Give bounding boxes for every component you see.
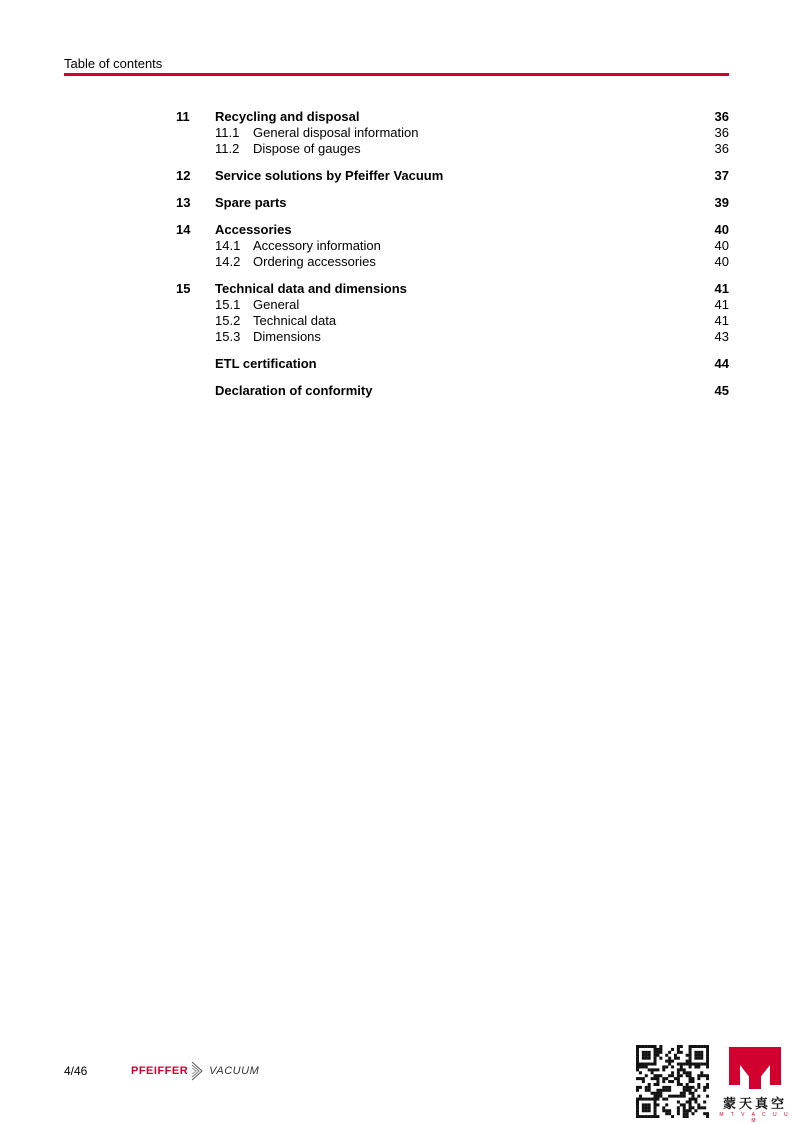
toc-chapter-number: 13 [176, 195, 191, 210]
page-header-title: Table of contents [64, 56, 163, 71]
toc-section-page: 36 [714, 141, 729, 156]
toc-section-page: 40 [714, 238, 729, 253]
brand-suffix: VACUUM [209, 1065, 260, 1077]
toc-entry [176, 356, 729, 372]
pfeiffer-vacuum-logo [131, 1060, 259, 1082]
toc-section-title: Dispose of gauges [253, 141, 361, 156]
table-of-contents [176, 109, 729, 410]
toc-section-row[interactable] [176, 238, 729, 254]
toc-section-number: 11.2 [215, 141, 240, 156]
toc-chapter-number: 14 [176, 222, 191, 237]
toc-section-number: 14.2 [215, 254, 241, 269]
toc-section-number: 11.1 [215, 125, 240, 140]
toc-section-page: 40 [714, 254, 729, 269]
toc-chapter-page: 37 [714, 168, 729, 183]
toc-section-page: 43 [714, 329, 729, 344]
toc-chapter-title: Accessories [215, 222, 292, 237]
toc-chapter-page: 39 [714, 195, 729, 210]
toc-chapter-number: 12 [176, 168, 191, 183]
toc-chapter-row[interactable] [176, 222, 729, 238]
toc-chapter-row[interactable] [176, 281, 729, 297]
brand-swoosh-icon [191, 1060, 205, 1082]
toc-entry [176, 222, 729, 270]
toc-chapter-title: ETL certification [215, 356, 317, 371]
toc-section-row[interactable] [176, 254, 729, 270]
toc-entry [176, 383, 729, 399]
toc-chapter-page: 36 [714, 109, 729, 124]
toc-chapter-title: Service solutions by Pfeiffer Vacuum [215, 168, 444, 183]
toc-entry [176, 195, 729, 211]
toc-section-row[interactable] [176, 125, 729, 141]
toc-section-number: 14.1 [215, 238, 241, 253]
toc-entry [176, 281, 729, 345]
toc-chapter-row[interactable] [176, 383, 729, 399]
toc-section-number: 15.2 [215, 313, 241, 328]
toc-section-row[interactable] [176, 329, 729, 345]
toc-chapter-page: 44 [714, 356, 729, 371]
toc-section-page: 41 [714, 313, 729, 328]
toc-section-title: Ordering accessories [253, 254, 376, 269]
toc-chapter-number: 11 [176, 109, 190, 124]
toc-chapter-title: Spare parts [215, 195, 287, 210]
header-divider [64, 73, 729, 76]
qr-code-icon [636, 1045, 709, 1118]
toc-section-number: 15.3 [215, 329, 241, 344]
toc-chapter-title: Recycling and disposal [215, 109, 360, 124]
toc-chapter-page: 40 [714, 222, 729, 237]
toc-section-row[interactable] [176, 297, 729, 313]
toc-section-page: 41 [714, 297, 729, 312]
brand-name: PFEIFFER [131, 1065, 189, 1077]
toc-chapter-row[interactable] [176, 109, 729, 125]
toc-chapter-title: Technical data and dimensions [215, 281, 407, 296]
toc-section-title: General disposal information [253, 125, 419, 140]
toc-chapter-page: 45 [714, 383, 729, 398]
toc-chapter-row[interactable] [176, 356, 729, 372]
toc-chapter-row[interactable] [176, 168, 729, 184]
mt-vacuum-en-name: M T V A C U U M [719, 1112, 791, 1124]
toc-chapter-number: 15 [176, 281, 191, 296]
toc-chapter-title: Declaration of conformity [215, 383, 373, 398]
toc-section-page: 36 [714, 125, 729, 140]
toc-section-title: Accessory information [253, 238, 381, 253]
toc-chapter-row[interactable] [176, 195, 729, 211]
toc-section-row[interactable] [176, 141, 729, 157]
toc-section-title: Technical data [253, 313, 337, 328]
toc-section-title: General [253, 297, 300, 312]
toc-section-row[interactable] [176, 313, 729, 329]
toc-entry [176, 168, 729, 184]
toc-entry [176, 109, 729, 157]
toc-chapter-page: 41 [714, 281, 729, 296]
toc-section-title: Dimensions [253, 329, 321, 344]
mt-vacuum-cn-name: 蒙天真空 [722, 1096, 787, 1111]
toc-section-number: 15.1 [215, 297, 241, 312]
page-indicator: 4/46 [64, 1064, 88, 1078]
